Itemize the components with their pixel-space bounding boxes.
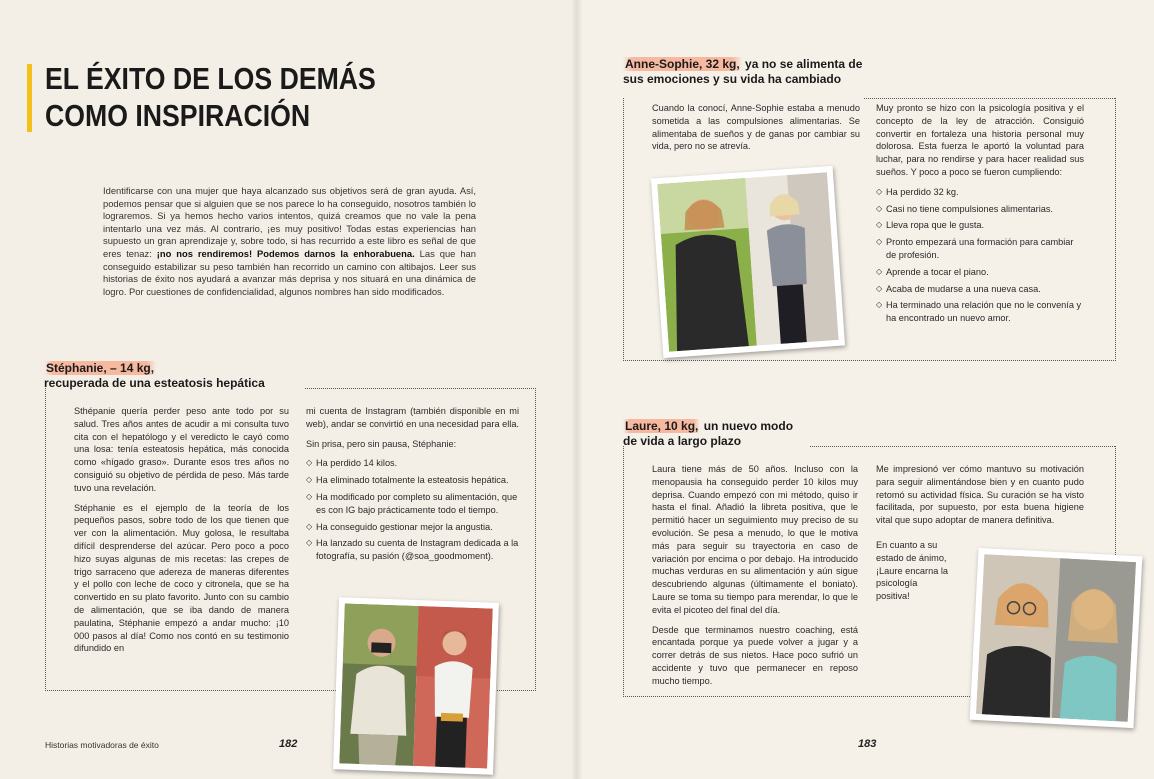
laure-heading	[623, 419, 793, 449]
stephanie-p4: Sin prisa, pero sin pausa, Stéphanie:	[306, 438, 457, 449]
anne-box-top	[864, 98, 1115, 99]
laure-p1: Laura tiene más de 50 años. Incluso con la menopausia ha conseguido perder 10 kilos muy deprisa. Cuando empezó con mi método, quiso ir hasta el final. Añadió la libreta positiva, que le permitió hacer un seguimiento muy preciso de su evolución. Se pesa a menudo, lo que le motiva más para seguir su trayectoria en caso de variación por encima o por debajo. Ha introducido muchas verduras en su alimentación y aún sigue descubriendo algunas (últimamente el boniato). Laure se toma su tiempo para merendar, lo que le evita el picoteo del final del día.	[652, 464, 858, 615]
list-item: ◇ Ha conseguido gestionar mejor la angustia.	[306, 521, 493, 532]
intro-text-a: Identificarse con una mujer que haya alcanzado sus objetivos será de gran ayuda. Así, podemos pensar que si alguien que se nos parece lo ha conseguido, nosotros también lo lograremos. Si ya hemos hecho varios intentos, quizá creamos que no vale la pena intentarlo una vez más. Al contrario, ¡es muy positivo! Todas estas experiencias han supuesto un gran aprendizaje y, sobre todo, si has recurrido a este libro es señal de que eres tenaz:	[103, 185, 476, 259]
laure-p4: En cuanto a su estado de ánimo, ¡Laure encarna la psicología positiva!	[876, 540, 949, 602]
list-item: ◇ Ha lanzado su cuenta de Instagram dedicada a la fotografía, su pasión (@soa_goodmoment).	[306, 538, 519, 562]
list-item: ◇ Lleva ropa que le gusta.	[876, 220, 985, 231]
diamond-bullet-icon: ◇	[876, 237, 883, 247]
stephanie-list	[306, 457, 519, 563]
title-accent-bar	[27, 64, 32, 132]
list-item: ◇ Ha terminado una relación que no le convenía y ha encontrado un nuevo amor.	[876, 300, 1082, 324]
diamond-bullet-icon: ◇	[306, 458, 313, 468]
list-item: ◇ Ha eliminado totalmente la esteatosis hepática.	[306, 475, 509, 486]
title-line-2: COMO INSPIRACIÓN	[45, 98, 311, 133]
stephanie-p3: mi cuenta de Instagram (también disponible en mi web), andar se convirtió en una necesidad para ella.	[306, 406, 519, 429]
intro-text-b: Las que han conseguido estabilizar su peso también han recorrido un camino con altibajos. Leer sus historias de éxito nos ayudará a avanzar más deprisa y nos situará en una dinámica de logro. Por cuestiones de confidencialidad, algunos nombres han sido modificados.	[103, 247, 476, 297]
diamond-bullet-icon: ◇	[876, 266, 883, 276]
anne-heading	[623, 57, 862, 87]
diamond-bullet-icon: ◇	[306, 538, 313, 548]
list-item: ◇ Ha perdido 32 kg.	[876, 186, 959, 197]
stephanie-heading	[44, 361, 265, 391]
list-item: ◇ Acaba de mudarse a una nueva casa.	[876, 283, 1041, 294]
diamond-bullet-icon: ◇	[876, 300, 883, 310]
diamond-bullet-icon: ◇	[876, 203, 883, 213]
anne-heading-rest-1: ya no se alimenta de	[741, 57, 863, 71]
diamond-bullet-icon: ◇	[306, 491, 313, 501]
anne-heading-highlight: Anne-Sophie, 32 kg,	[625, 57, 740, 71]
anne-heading-rest-2: sus emociones y su vida ha cambiado	[623, 72, 842, 86]
title-line-1: EL ÉXITO DE LOS DEMÁS	[45, 61, 376, 96]
laure-p3: Me impresionó ver cómo mantuvo su motivación para seguir alimentándose bien y en cuanto pudo retomó su actividad física. Su curación se ha visto facilitada, por supuesto, por esta buena higiene vital que supo adoptar de manera definitiva.	[876, 464, 1084, 526]
diamond-bullet-icon: ◇	[306, 475, 313, 485]
diamond-bullet-icon: ◇	[876, 220, 883, 230]
diamond-bullet-icon: ◇	[306, 521, 313, 531]
laure-col-1	[652, 463, 858, 695]
stephanie-photo	[333, 597, 499, 774]
laure-heading-rest-1: un nuevo modo	[700, 419, 794, 433]
list-item: ◇ Pronto empezará una formación para cambiar de profesión.	[876, 237, 1074, 260]
diamond-bullet-icon: ◇	[876, 283, 883, 293]
list-item: ◇ Ha perdido 14 kilos.	[306, 458, 398, 469]
stephanie-p2: Stéphanie es el ejemplo de la teoría de los pequeños pasos, sobre todo de los que tienen que ver con la alimentación. Muy golosa, le resultaba difícil desprenderse del azúcar. Pero poco a poco hizo suyas algunas de mis recetas: las crepes de trigo sarraceno que adereza de maneras diferentes y el pollo con leche de coco y citronela, que se ha convertido en su plato favorito. Junto con su cambio de alimentación, que se iba dando de manera paulatina, Stéphanie empezó a andar mucho: ¡10 000 pasos al día! Como nos contó en su testimonio difundido en	[74, 502, 289, 654]
anne-photo	[651, 166, 845, 358]
anne-list	[876, 186, 1084, 325]
laure-heading-rest-2: de vida a largo plazo	[623, 434, 742, 448]
laure-before-after-image	[976, 554, 1136, 722]
stephanie-before-after-image	[339, 603, 492, 768]
laure-col-3	[876, 539, 952, 610]
laure-photo	[970, 548, 1143, 728]
stephanie-p1: Sthépanie quería perder peso ante todo por su salud. Tres años antes de acudir a mi consulta tuvo cita con el hepatólogo y el veredicto le cayó como una losa: tenía esteatosis hepática, más conocida como «hígado graso». Durante esos tres años no consiguió su objetivo de pérdida de peso. Más tarde tuvo una revelación.	[74, 406, 289, 493]
anne-before-after-image	[657, 172, 838, 351]
page-number-left: 182	[279, 738, 298, 750]
list-item: ◇ Casi no tiene compulsiones alimentarias.	[876, 203, 1053, 214]
laure-heading-highlight: Laure, 10 kg,	[625, 419, 699, 433]
diamond-bullet-icon: ◇	[876, 186, 883, 196]
stephanie-heading-highlight: Stéphanie, – 14 kg,	[46, 361, 155, 375]
anne-col-2	[876, 102, 1084, 329]
list-item: ◇ Ha modificado por completo su alimentación, que es con IG bajo prácticamente todo el tiempo.	[306, 491, 518, 515]
page-title	[45, 60, 376, 134]
anne-col-1	[652, 102, 860, 160]
stephanie-heading-rest: recuperada de una esteatosis hepática	[44, 376, 265, 390]
intro-bold: ¡no nos rendiremos! Podemos darnos la enhorabuena.	[156, 247, 415, 259]
footer-book-section: Historias motivadoras de éxito	[45, 740, 159, 750]
book-gutter	[571, 0, 583, 779]
page-number-right: 183	[858, 738, 877, 750]
list-item: ◇ Aprende a tocar el piano.	[876, 266, 989, 277]
laure-p2: Desde que terminamos nuestro coaching, está encantada porque ya puede volver a jugar y a correr detrás de sus nietos. Hace poco sufrió un accidente y tuvo que permanecer en reposo mucho tiempo.	[652, 624, 858, 686]
stephanie-col-1	[74, 405, 289, 662]
stephanie-col-2	[306, 405, 519, 567]
anne-p2: Muy pronto se hizo con la psicología positiva y el concepto de la ley de atracción. Consiguió convertir en fortaleza una historia personal muy dolorosa. Esta fuerza le aportó la voluntad para luchar, para no rendirse y para hacer realidad sus sueños. Y poco a poco se fueron cumpliendo:	[876, 103, 1084, 177]
intro-paragraph	[103, 185, 476, 298]
laure-box-top	[810, 446, 1115, 447]
anne-p1: Cuando la conocí, Anne-Sophie estaba a menudo sometida a las compulsiones alimentarias. Se alimentaba de sueños y de ganas por cambiar su vida, pero no se atrevía.	[652, 103, 860, 152]
laure-col-2	[876, 463, 1084, 534]
